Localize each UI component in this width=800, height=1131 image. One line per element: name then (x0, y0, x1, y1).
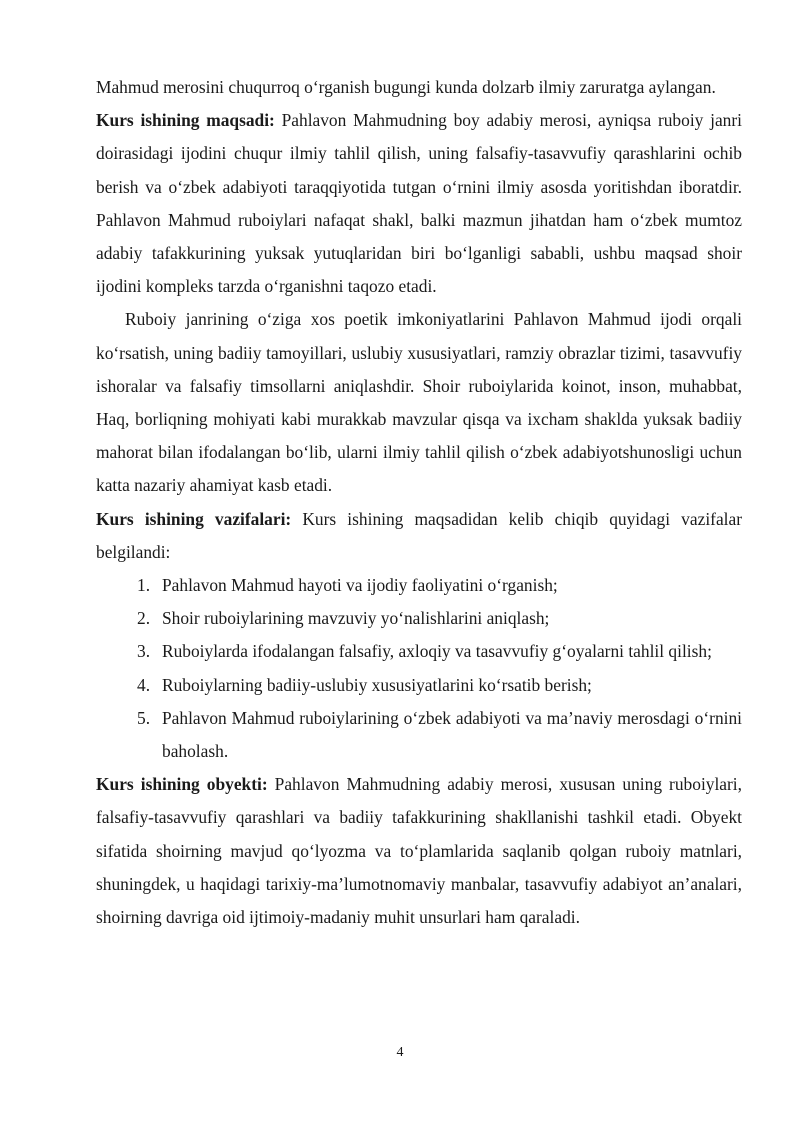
list-item (96, 569, 742, 602)
list-item (96, 635, 742, 668)
list-item (96, 702, 742, 768)
tasks-heading: Kurs ishining vazifalari: (96, 508, 292, 529)
object-paragraph (96, 768, 742, 934)
list-item-number: 1. (137, 575, 151, 596)
object-heading: Kurs ishining obyekti: (96, 774, 268, 795)
list-item-number: 2. (137, 608, 151, 629)
object-text: Pahlavon Mahmudning adabiy merosi, xususan uning ruboiylari, falsafiy-tasavvufiy qarashlari va badiiy tafakkurining shakllanishi tashkil etadi. Obyekt sifatida shoirning mavjud qo‘lyozma va to‘plamlarida saqlanib qolgan ruboiy matnlari, shuningdek, u haqidagi tarixiy-ma’lumotnomaviy manbalar, tasavvufiy adabiyot an’analari, shoirning davriga oid ijtimoiy-madaniy muhit unsurlari ham qaraladi. (96, 774, 742, 928)
list-item-text: Pahlavon Mahmud hayoti va ijodiy faoliyatini o‘rganish; (162, 575, 558, 596)
goal-heading: Kurs ishining maqsadi: (96, 110, 275, 131)
list-item-text: Ruboiylarda ifodalangan falsafiy, axloqiy va tasavvufiy g‘oyalarni tahlil qilish; (162, 641, 712, 662)
page-number: 4 (396, 1045, 404, 1060)
list-item (96, 669, 742, 702)
goal-text: Pahlavon Mahmudning boy adabiy merosi, ayniqsa ruboiy janri doirasidagi ijodini chuqur ilmiy tahlil qilish, uning falsafiy-tasavvufiy qarashlarini ochib berish va o‘zbek adabiyoti taraqqiyotida tutgan o‘rnini ilmiy asosda yoritishdan iboratdir. Pahlavon Mahmud ruboiylari nafaqat shakl, balki mazmun jihatdan ham o‘zbek mumtoz adabiy tafakkurining yuksak yutuqlaridan biri bo‘lganligi sababli, ushbu maqsad shoir ijodini kompleks tarzda o‘rganishni taqozo etadi. (96, 110, 742, 297)
tasks-paragraph (96, 503, 742, 569)
list-item-text: Ruboiylarning badiiy-uslubiy xususiyatlarini ko‘rsatib berish; (162, 674, 592, 695)
goal-paragraph (96, 104, 742, 303)
list-item-number: 3. (137, 641, 151, 662)
list-item-number: 5. (137, 707, 151, 728)
list-item-text: Pahlavon Mahmud ruboiylarining o‘zbek adabiyoti va ma’naviy merosdagi o‘rnini baholash. (162, 707, 742, 762)
intro-paragraph: Mahmud merosini chuqurroq o‘rganish bugungi kunda dolzarb ilmiy zaruratga aylangan. (96, 77, 716, 97)
tasks-text: Kurs ishining maqsadidan kelib chiqib quyidagi vazifalar belgilandi: (96, 508, 742, 562)
list-item-text: Shoir ruboiylarining mavzuviy yo‘nalishlarini aniqlash; (162, 608, 550, 629)
goal-paragraph-2: Ruboiy janrining o‘ziga xos poetik imkoniyatlarini Pahlavon Mahmud ijodi orqali ko‘rsatish, uning badiiy tamoyillari, uslubiy xususiyatlari, ramziy obrazlar tizimi, tasavvufiy ishoralar va falsafiy timsollarni aniqlashdir. Shoir ruboiylarida koinot, inson, muhabbat, Haq, borliqning mohiyati kabi murakkab mavzular qisqa va ixcham shaklda yuksak badiiy mahorat bilan ifodalangan bo‘lib, ularni ilmiy tahlil qilish o‘zbek adabiyotshunosligi uchun katta nazariy ahamiyat kasb etadi. (96, 309, 742, 496)
list-item (96, 602, 742, 635)
list-item-number: 4. (137, 674, 151, 695)
document-page (96, 71, 742, 934)
tasks-list (96, 569, 742, 768)
